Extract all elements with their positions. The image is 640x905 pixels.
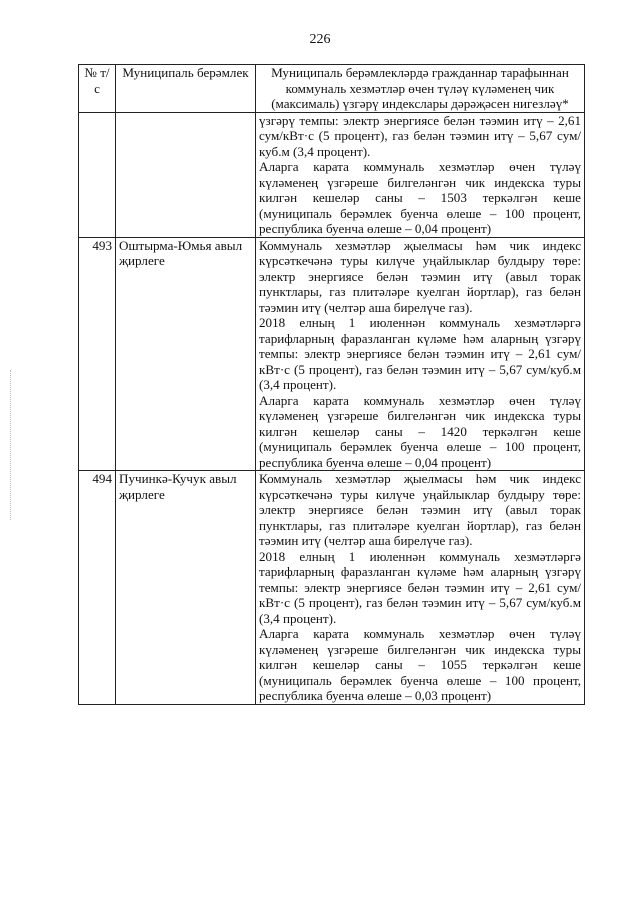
row-municipality [116,112,256,237]
row-municipality: Пучинкә-Кучук авыл җирлеге [116,471,256,705]
row-basis [256,471,585,705]
table-header-row [79,65,585,113]
row-number: 493 [79,237,116,471]
row-municipality: Оштырма-Юмья авыл җирлеге [116,237,256,471]
table-row [79,471,585,705]
table-row [79,112,585,237]
header-municipality: Муниципаль берәмлек [116,65,256,113]
row-basis [256,112,585,237]
basis-paragraph: Коммуналь хезмәтләр җыелмасы һәм чик индекс күрсәткечәнә туры килүче уңайлыклар булдыру төре: электр энергиясе белән тәэмин итү (авыл торак пунктлары, газ плитәләре куелган йортлар), газ белән тәэмин итү (челтәр аша бирелүче газ). [259,237,581,315]
basis-paragraph: Аларга карата коммуналь хезмәтләр өчен түләү күләменең үзгәреше билгеләнгән чик индекска туры килгән кешеләр саны – 1503 теркәлгән кеше (муниципаль берәмлек буенча өлеше – 100 процент, республика буенча өлеше – 0,04 процент) [259,159,581,236]
header-basis: Муниципаль берәмлекләрдә гражданнар тарафыннан коммуналь хезмәтләр өчен түләү күләменең чик (максималь) үзгәрү индекслары дәрәҗәсен нигезләү* [256,65,585,113]
header-number: № т/с [79,65,116,113]
scan-margin-mark [10,370,12,520]
basis-paragraph: Аларга карата коммуналь хезмәтләр өчен түләү күләменең үзгәреше билгеләнгән чик индекска туры килгән кешеләр саны – 1055 теркәлгән кеше (муниципаль берәмлек буенча өлеше – 100 процент, республика буенча өлеше – 0,03 процент) [259,626,581,703]
tariff-index-table [78,64,585,705]
row-number [79,112,116,237]
basis-paragraph: Коммуналь хезмәтләр җыелмасы һәм чик индекс күрсәткечәнә туры килүче уңайлыклар булдыру төре: электр энергиясе белән тәэмин итү (авыл торак пунктлары, газ плитәләре куелган йортлар), газ белән тәэмин итү (челтәр аша бирелүче газ). [259,471,581,548]
basis-paragraph: Аларга карата коммуналь хезмәтләр өчен түләү күләменең үзгәреше билгеләнгән чик индекска туры килгән кешеләр саны – 1420 теркәлгән кеше (муниципаль берәмлек буенча өлеше – 100 процент, республика буенча өлеше – 0,04 процент) [259,392,581,470]
basis-paragraph: үзгәрү темпы: электр энергиясе белән тәэмин итү – 2,61 сум/кВт·с (5 процент), газ белән тәэмин итү – 5,67 сум/куб.м (3,4 процент). [259,112,581,159]
basis-paragraph: 2018 елның 1 июленнән коммуналь хезмәтләргә тарифларның фаразланган күләме һәм аларның үзгәрү темпы: электр энергиясе белән тәэмин итү – 2,61 сум/кВт·с (5 процент), газ белән тәэмин итү – 5,67 сум/куб.м (3,4 процент). [259,315,581,392]
table-row [79,237,585,471]
row-number: 494 [79,471,116,705]
basis-paragraph: 2018 елның 1 июленнән коммуналь хезмәтләргә тарифларның фаразланган күләме һәм аларның үзгәрү темпы: электр энергиясе белән тәэмин итү – 2,61 сум/кВт·с (5 процент), газ белән тәэмин итү – 5,67 сум/куб.м (3,4 процент). [259,548,581,626]
page-number: 226 [309,32,331,47]
row-basis [256,237,585,471]
